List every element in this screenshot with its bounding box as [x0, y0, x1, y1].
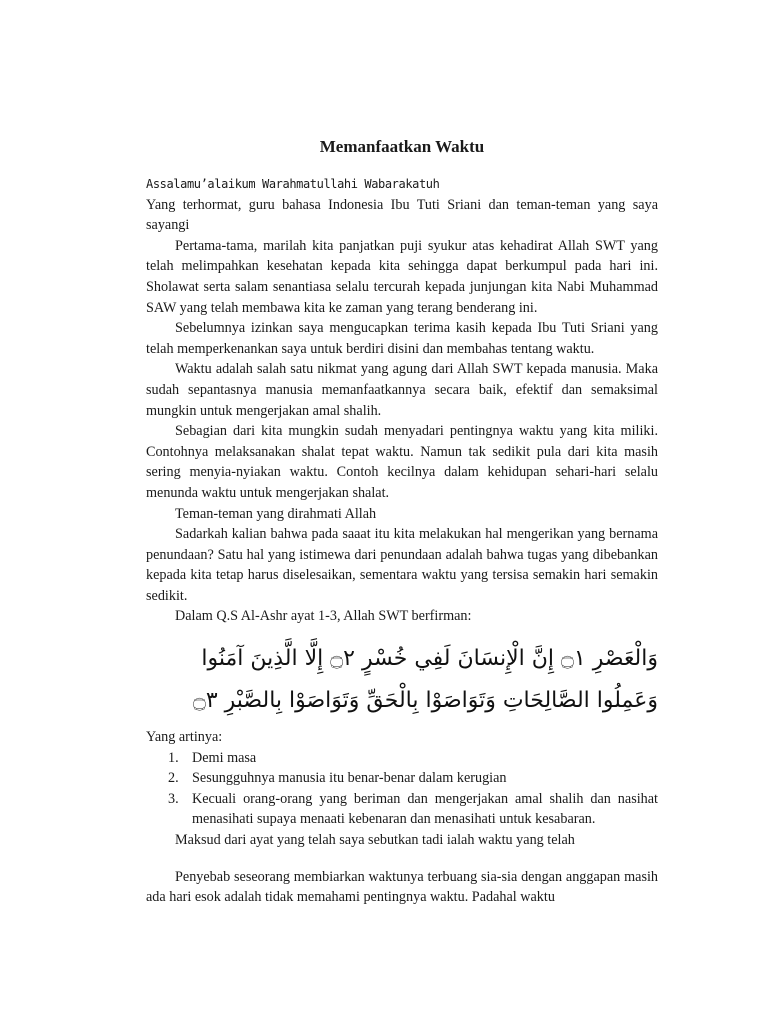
- paragraph-opening: Pertama-tama, marilah kita panjatkan puji syukur atas kehadirat Allah SWT yang telah melimpahkan kesehatan kepada kita sehingga dapat berkumpul pada hari ini. Sholawat serta salam senantiasa selalu tercurah kepada junjungan kita Nabi Muhammad SAW yang telah membawa kita ke zaman yang terang benderang ini.: [146, 237, 658, 316]
- meaning-list: [146, 748, 658, 830]
- paragraph-verse-intro: Dalam Q.S Al-Ashr ayat 1-3, Allah SWT berfirman:: [175, 608, 472, 625]
- paragraph-salutation: Yang terhormat, guru bahasa Indonesia Ibu Tuti Sriani dan teman-teman yang saya sayangi: [146, 196, 658, 234]
- list-item-text: Kecuali orang-orang yang beriman dan mengerjakan amal shalih dan nasihat menasihati supaya menaati kebenaran dan menasihati untuk kesabaran.: [192, 790, 658, 828]
- quran-verse-block: [146, 635, 658, 721]
- list-item-number: 3.: [168, 790, 179, 807]
- paragraph-thanks: Sebelumnya izinkan saya mengucapkan terima kasih kepada Ibu Tuti Sriani yang telah memperkenankan saya untuk berdiri disini dan membahas tentang waktu.: [146, 320, 658, 357]
- document-title: Memanfaatkan Waktu: [319, 137, 485, 156]
- list-item-text: Demi masa: [192, 749, 257, 766]
- list-item-number: 2.: [168, 770, 179, 787]
- final-paragraph-clip: [146, 867, 658, 908]
- list-item-text: Sesungguhnya manusia itu benar-benar dalam kerugian: [192, 770, 507, 787]
- list-item-number: 1.: [168, 749, 179, 766]
- quran-verse-graphic: [146, 635, 658, 721]
- paragraph-time-blessing: Waktu adalah salah satu nikmat yang agung dari Allah SWT kepada manusia. Maka sudah sepantasnya manusia memanfaatkannya secara baik, efektif dan semaksimal mungkin untuk mengerjakan amal shalih.: [146, 361, 658, 419]
- paragraph-verse-explanation: Maksud dari ayat yang telah saya sebutkan tadi ialah waktu yang telah: [175, 832, 575, 849]
- list-item: [146, 748, 658, 769]
- verse-line-1: وَالْعَصْرِ ۝١ إِنَّ الْإِنسَانَ لَفِي خُسْرٍ ۝٢ إِلَّا الَّذِينَ آمَنُوا: [201, 646, 658, 672]
- paragraph-gap: [146, 851, 658, 867]
- greeting-line: Assalamu’alaikum Warahmatullahi Wabarakatuh: [146, 177, 440, 191]
- list-item: [146, 789, 658, 830]
- paragraph-cause: Penyebab seseorang membiarkan waktunya terbuang sia-sia dengan anggapan masih ada hari esok adalah tidak memahami pentingnya waktu. Padahal waktu: [146, 868, 658, 906]
- paragraph-procrastination: Sadarkah kalian bahwa pada saaat itu kita melakukan hal mengerikan yang bernama penundaan? Satu hal yang istimewa dari penundaan adalah bahwa tugas yang dibebankan kepada kita tetap harus diselesaikan, sementara waktu yang tersisa semakin hari semakin sedikit.: [146, 526, 658, 604]
- paragraph-awareness: Sebagian dari kita mungkin sudah menyadari pentingnya waktu yang kita miliki. Contohnya melaksanakan shalat tepat waktu. Namun tak sedikit pula dari kita masih sering menyia-nyiakan waktu. Contoh kecilnya dalam kehidupan sehari-hari selalu menunda waktu untuk mengerjakan shalat.: [146, 423, 658, 501]
- verse-line-2: وَعَمِلُوا الصَّالِحَاتِ وَتَوَاصَوْا بِالْحَقِّ وَتَوَاصَوْا بِالصَّبْرِ ۝٣: [192, 688, 658, 714]
- paragraph-address: Teman-teman yang dirahmati Allah: [175, 505, 377, 522]
- document-body: [146, 136, 658, 908]
- meaning-label: Yang artinya:: [146, 729, 223, 746]
- list-item: [146, 768, 658, 789]
